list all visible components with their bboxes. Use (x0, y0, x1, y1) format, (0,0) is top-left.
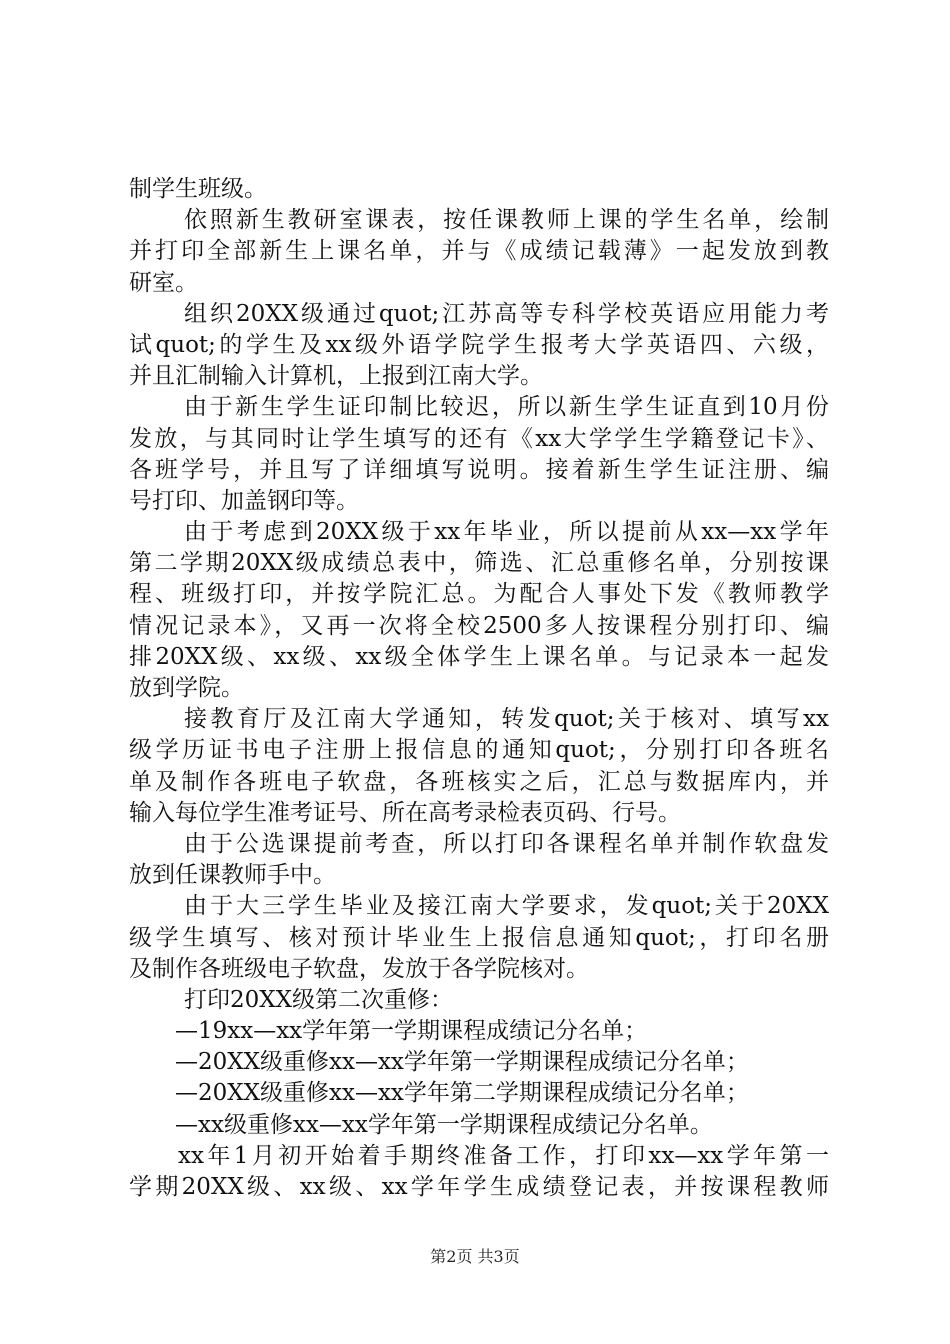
text-line: 级学历证书电子注册上报信息的通知quot;，分别打印各班名 (129, 737, 829, 764)
text-line: 输入每位学生准考证号、所在高考录检表页码、行号。 (129, 799, 681, 826)
text-line: 情况记录本》，又再一次将全校2500多人按课程分别打印、编 (129, 612, 829, 639)
text-line: 打印20XX级第二次重修： (184, 986, 454, 1013)
text-line: 组织20XX级通过quot;江苏高等专科学校英语应用能力考 (184, 300, 829, 327)
document-body (129, 174, 829, 1203)
text-line: 排20XX级、xx级、xx级全体学生上课名单。与记录本一起发 (129, 643, 829, 670)
text-line: 并打印全部新生上课名单，并与《成绩记载薄》一起发放到教 (129, 238, 829, 265)
text-line: 接教育厅及江南大学通知，转发quot;关于核对、填写xx (184, 706, 829, 733)
text-line: xx年1月初开始着手期终准备工作，打印xx—xx学年第一 (178, 1142, 829, 1169)
text-line: 由于新生学生证印制比较迟，所以新生学生证直到10月份 (184, 394, 829, 421)
text-line: 发放，与其同时让学生填写的还有《xx大学学生学籍登记卡》、 (129, 425, 829, 452)
text-line: 依照新生教研室课表，按任课教师上课的学生名单，绘制 (184, 207, 829, 234)
text-line: 试quot;的学生及xx级外语学院学生报考大学英语四、六级， (129, 331, 829, 358)
text-line: 级学生填写、核对预计毕业生上报信息通知quot;，打印名册 (129, 924, 829, 951)
text-line: 各班学号，并且写了详细填写说明。接着新生学生证注册、编 (129, 456, 829, 483)
text-line: 号打印、加盖钢印等。 (129, 487, 359, 514)
text-line: —20XX级重修xx—xx学年第一学期课程成绩记分名单； (175, 1049, 749, 1076)
text-line: 由于公选课提前考查，所以打印各课程名单并制作软盘发 (184, 830, 829, 857)
text-line: 由于大三学生毕业及接江南大学要求，发quot;关于20XX (184, 893, 829, 920)
text-line: 放到任课教师手中。 (129, 862, 336, 889)
text-line: 第二学期20XX级成绩总表中，筛选、汇总重修名单，分别按课 (129, 550, 829, 577)
text-line: —xx级重修xx—xx学年第一学期课程成绩记分名单。 (175, 1111, 713, 1138)
text-line: —19xx—xx学年第一学期课程成绩记分名单； (175, 1018, 648, 1045)
text-line: 单及制作各班电子软盘，各班核实之后，汇总与数据库内，并 (129, 768, 829, 795)
text-line: 及制作各班级电子软盘，发放于各学院核对。 (129, 955, 589, 982)
text-line: 放到学院。 (129, 675, 244, 701)
text-line: 并且汇制输入计算机，上报到江南大学。 (129, 363, 543, 390)
text-line: 研室。 (129, 269, 198, 296)
text-line: 由于考虑到20XX级于xx年毕业，所以提前从xx—xx学年 (184, 519, 829, 546)
text-line: —20XX级重修xx—xx学年第二学期课程成绩记分名单； (175, 1080, 749, 1107)
page-footer: 第2页 共3页 (430, 1247, 520, 1266)
text-line: 学期20XX级、xx级、xx学年学生成绩登记表，并按课程教师 (129, 1174, 829, 1200)
text-line: 制学生班级。 (129, 176, 267, 202)
text-line: 程、班级打印，并按学院汇总。为配合人事处下发《教师教学 (129, 581, 829, 608)
